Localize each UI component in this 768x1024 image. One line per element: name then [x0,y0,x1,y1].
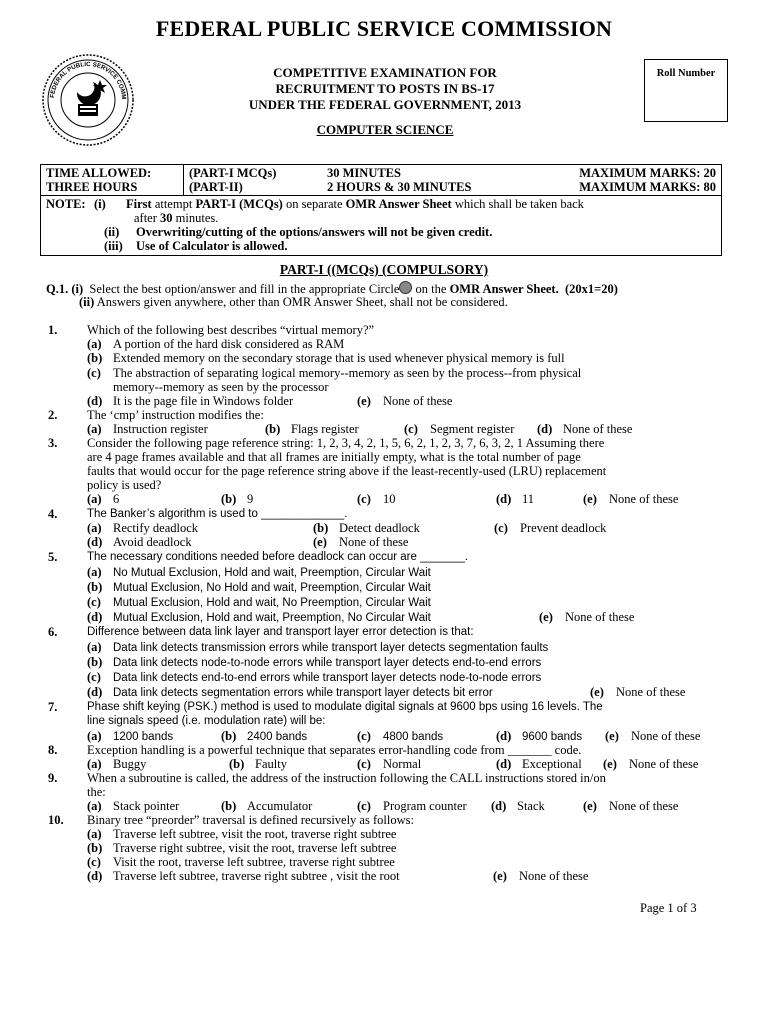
part-heading: PART-I ((MCQs) (COMPULSORY) [279,262,489,277]
parts-cell: (PART-I MCQs) 30 MINUTES MAXIMUM MARKS: 20 (PART-II) 2 HOURS & 30 MINUTES MAXIMUM MARKS: 80 [184,165,722,196]
q1-instruction-i: Q.1. (i) Select the best option/answer and fill in the appropriate Circle on the OMR Answer Sheet. (20x1=20) [46,282,618,296]
option: (d) Avoid deadlock [87,535,192,549]
option: (a) Rectify deadlock [87,521,199,535]
option: (b) Traverse right subtree, visit the root, traverse left subtree [87,841,397,855]
question-number: 7. [48,700,58,714]
exam-info-table [40,164,722,256]
subject-title: COMPUTER SCIENCE [316,122,454,137]
question-number: 5. [48,550,58,564]
option: (e) None of these [605,729,701,743]
question-text: faults that would occur for the page reference string above if the least-recently-used (LRU) replacement [87,464,607,478]
option: (d) 11 [496,492,535,506]
option: (a) A portion of the hard disk considered as RAM [87,337,345,351]
note-cell: NOTE: (i) First attempt PART-I (MCQs) on separate OMR Answer Sheet which shall be taken back after 30 minutes. (ii) Overwriting/cutting of the options/answers will not be given credit. (iii) Use of Calculator is allowed. [41,196,722,256]
question-text: line signals speed (i.e. modulation rate) will be: [87,715,326,727]
fpsc-seal-logo [40,52,136,148]
question-number: 8. [48,743,58,757]
question-text: policy is used? [87,478,162,492]
question-number: 2. [48,408,58,422]
question-text: The necessary conditions needed before deadlock can occur are _______. [87,551,469,563]
option: (d) 9600 bands [496,729,583,743]
question-text: When a subroutine is called, the address of the instruction following the CALL instructions stored in/on [87,771,606,785]
option-continued: memory--memory as seen by the processor [113,380,329,394]
option: (a) Buggy [87,757,147,771]
option: (e) None of these [313,535,409,549]
option: (b) Extended memory on the secondary storage that is used whenever physical memory is full [87,351,565,365]
time-allowed-cell: TIME ALLOWED: THREE HOURS [41,165,184,196]
option: (d) Mutual Exclusion, Hold and wait, Preemption, No Circular Wait [87,610,431,624]
option: (e) None of these [590,685,686,699]
question-text: The Banker’s algorithm is used to _____________. [87,508,348,520]
question-text: Consider the following page reference string: 1, 2, 3, 4, 2, 1, 5, 6, 2, 1, 2, 3, 7, 6, 3, 2, 1 Assuming there [87,436,605,450]
option: (c) Normal [357,757,422,771]
question-text: Difference between data link layer and transport layer error detection is that: [87,626,474,638]
option: (e) None of these [583,492,679,506]
question-text: Exception handling is a powerful technique that separates error-handling code from _______ code. [87,743,582,757]
option: (a) 1200 bands [87,729,174,743]
option: (b) Mutual Exclusion, No Hold and wait, Preemption, Circular Wait [87,580,431,594]
option: (b) Data link detects node-to-node errors while transport layer detects end-to-end errors [87,655,542,669]
subtitle-line-3: UNDER THE FEDERAL GOVERNMENT, 2013 [248,97,522,112]
option: (c) Mutual Exclusion, Hold and wait, No Preemption, Circular Wait [87,595,431,609]
page-number: Page 1 of 3 [640,901,697,915]
roll-number-box [644,59,728,122]
subtitle-line-1: COMPETITIVE EXAMINATION FOR [273,65,497,80]
option: (d) None of these [537,422,633,436]
option: (b) Flags register [265,422,359,436]
question-text: are 4 page frames available and that all frames are initially empty, what is the total number of page [87,450,581,464]
option: (c) 10 [357,492,396,506]
svg-text:FEDERAL PUBLIC SERVICE COMMISS: FEDERAL PUBLIC SERVICE COMM [49,60,128,100]
option: (b) Detect deadlock [313,521,420,535]
option: (d) Exceptional [496,757,582,771]
option: (a) No Mutual Exclusion, Hold and wait, Preemption, Circular Wait [87,565,431,579]
option: (a) Instruction register [87,422,208,436]
option: (d) Data link detects segmentation errors while transport layer detects bit error [87,685,493,699]
question-text: Binary tree “preorder” traversal is defined recursively as follows: [87,813,414,827]
option: (a) Data link detects transmission errors while transport layer detects segmentation faults [87,640,549,654]
roll-number-label: Roll Number [656,68,716,79]
question-number: 4. [48,507,58,521]
option: (d) It is the page file in Windows folder [87,394,294,408]
option: (e) None of these [539,610,635,624]
option: (e) None of these [493,869,589,883]
question-number: 9. [48,771,58,785]
question-text: The ‘cmp’ instruction modifies the: [87,408,264,422]
option: (c) Data link detects end-to-end errors while transport layer detects node-to-node errors [87,670,542,684]
option: (d) Traverse left subtree, traverse right subtree , visit the root [87,869,400,883]
option: (a) Traverse left subtree, visit the root, traverse right subtree [87,827,397,841]
option: (e) None of these [357,394,453,408]
question-number: 1. [48,323,58,337]
option: (b) Faulty [229,757,287,771]
q1-instruction-ii: (ii) Answers given anywhere, other than OMR Answer Sheet, shall not be considered. [79,295,508,309]
option: (a) 6 [87,492,120,506]
question-number: 3. [48,436,58,450]
option: (b) 9 [221,492,254,506]
option: (c) Visit the root, traverse left subtree, traverse right subtree [87,855,395,869]
option: (e) None of these [603,757,699,771]
option: (c) Segment register [404,422,515,436]
option: (b) Accumulator [221,799,313,813]
question-text: Phase shift keying (PSK.) method is used to modulate digital signals at 9600 bps using 16 levels. The [87,701,603,713]
page-title: FEDERAL PUBLIC SERVICE COMMISSION [155,16,613,41]
option: (c) Prevent deadlock [494,521,607,535]
option: (b) 2400 bands [221,729,308,743]
option: (c) 4800 bands [357,729,444,743]
question-text: the: [87,785,106,799]
option: (e) None of these [583,799,679,813]
circle-icon [399,281,412,294]
question-text: Which of the following best describes “virtual memory?” [87,323,375,337]
option: (d) Stack [491,799,545,813]
option: (c) The abstraction of separating logical memory--memory as seen by the process--from physical [87,366,582,380]
subtitle-line-2: RECRUITMENT TO POSTS IN BS-17 [275,81,495,96]
option: (c) Program counter [357,799,467,813]
question-number: 6. [48,625,58,639]
question-number: 10. [48,813,64,827]
option: (a) Stack pointer [87,799,180,813]
